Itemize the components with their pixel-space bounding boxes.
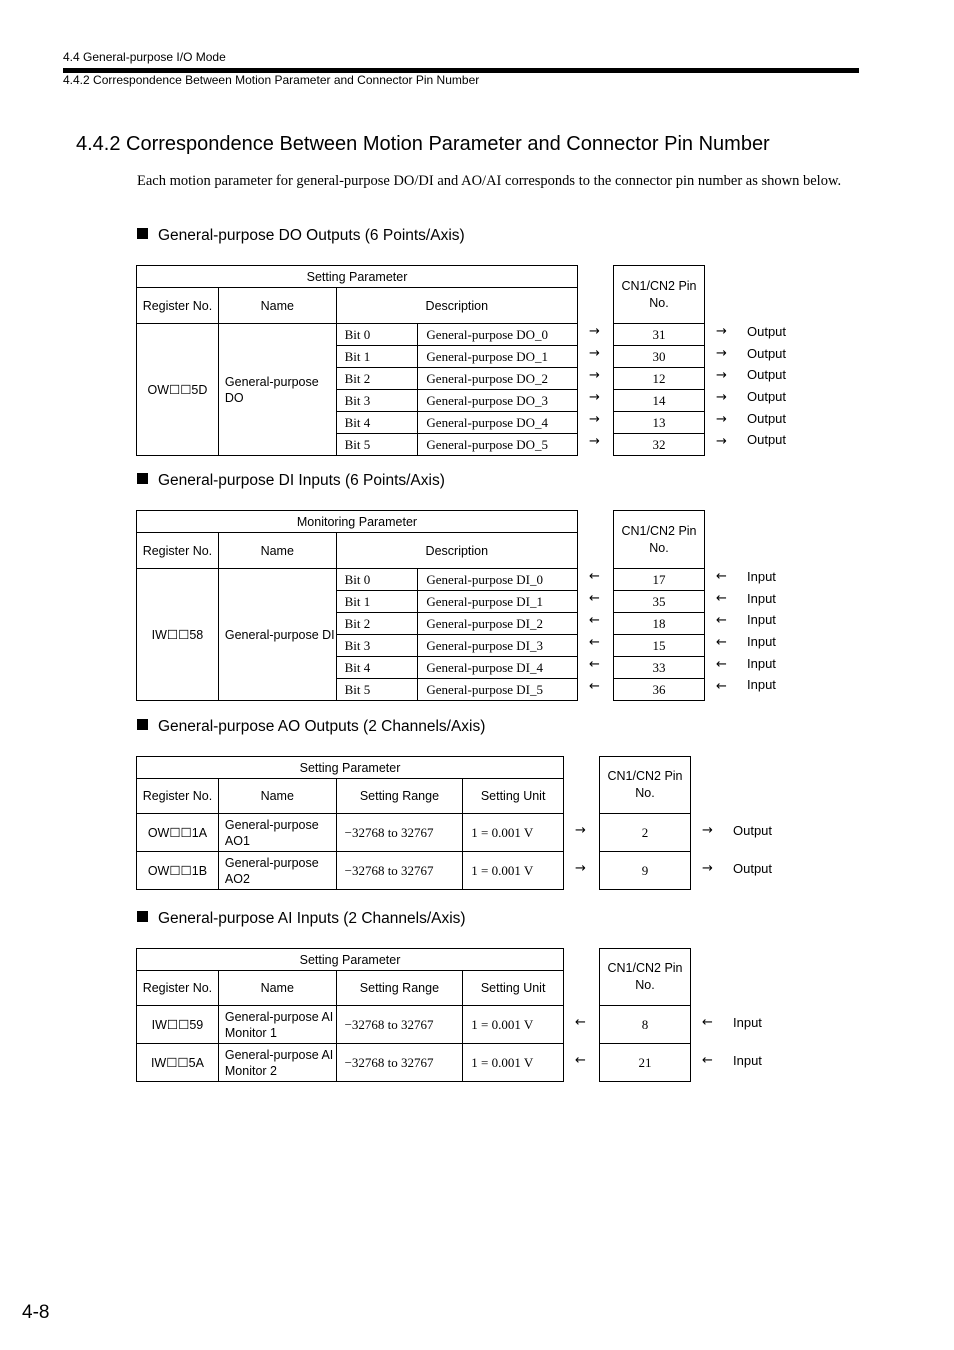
di-parameter-table (136, 510, 578, 701)
ao-pin-header: CN1/CN2 Pin No. (607, 769, 683, 800)
section-title: 4.4.2 Correspondence Between Motion Parameter and Connector Pin Number (76, 133, 770, 155)
ao-register: OW☐☐1B (137, 852, 219, 890)
left-arrow-icon: ← (702, 1015, 713, 1030)
do-heading: General-purpose DO Outputs (6 Points/Axis) (137, 227, 465, 245)
ao-col-name: Name (218, 779, 336, 814)
do-bit: Bit 3 (336, 390, 418, 412)
left-arrow-icon: ← (589, 591, 600, 606)
left-arrow-icon: ← (575, 1015, 586, 1030)
di-pin-header: CN1/CN2 Pin No. (621, 523, 697, 555)
di-bit: Bit 3 (336, 635, 418, 657)
ai-col-unit: Setting Unit (463, 971, 564, 1006)
left-arrow-icon: ← (702, 1053, 713, 1068)
di-io-label: Input (747, 612, 776, 627)
right-arrow-icon: → (589, 368, 600, 383)
left-arrow-icon: ← (716, 657, 727, 672)
right-arrow-icon: → (589, 390, 600, 405)
di-desc: General-purpose DI_3 (418, 635, 578, 657)
left-arrow-icon: ← (589, 569, 600, 584)
left-arrow-icon: ← (716, 591, 727, 606)
right-arrow-icon: → (589, 346, 600, 361)
ai-pin: 21 (600, 1044, 691, 1082)
ao-col-unit: Setting Unit (463, 779, 564, 814)
do-group-header: Setting Parameter (137, 266, 578, 288)
ao-range: −32768 to 32767 (336, 852, 463, 890)
di-pin: 17 (614, 569, 705, 591)
ai-group-header: Setting Parameter (137, 949, 564, 971)
ao-io-label: Output (733, 861, 773, 876)
do-col-register: Register No. (137, 288, 219, 324)
right-arrow-icon: → (575, 823, 586, 838)
ai-heading: General-purpose AI Inputs (2 Channels/Axis) (137, 910, 466, 928)
di-register: IW☐☐58 (137, 569, 219, 701)
ao-col-register: Register No. (137, 779, 219, 814)
do-parameter-table (136, 265, 578, 456)
left-arrow-icon: ← (589, 679, 600, 694)
ai-register: IW☐☐5A (137, 1044, 219, 1082)
page-number: 4-8 (22, 1302, 50, 1323)
di-desc: General-purpose DI_5 (418, 679, 578, 701)
bullet-square-icon (137, 911, 148, 922)
ao-unit: 1 = 0.001 V (463, 852, 564, 890)
ai-parameter-table (136, 948, 564, 1082)
do-pin: 32 (614, 434, 705, 456)
di-pin-table (613, 510, 705, 701)
di-pin: 33 (614, 657, 705, 679)
di-io-label: Input (747, 677, 776, 692)
do-pin: 12 (614, 368, 705, 390)
do-bit: Bit 5 (336, 434, 418, 456)
di-bit: Bit 2 (336, 613, 418, 635)
right-arrow-icon: → (716, 434, 727, 449)
di-group-header: Monitoring Parameter (137, 511, 578, 533)
do-desc: General-purpose DO_5 (418, 434, 578, 456)
di-pin: 36 (614, 679, 705, 701)
di-desc: General-purpose DI_1 (418, 591, 578, 613)
di-name: General-purpose DI (218, 569, 336, 701)
right-arrow-icon: → (716, 412, 727, 427)
ai-pin-header: CN1/CN2 Pin No. (607, 961, 683, 992)
right-arrow-icon: → (716, 368, 727, 383)
do-pin-table (613, 265, 705, 456)
do-desc: General-purpose DO_2 (418, 368, 578, 390)
ao-col-range: Setting Range (336, 779, 463, 814)
ai-pin: 8 (600, 1006, 691, 1044)
ao-group-header: Setting Parameter (137, 757, 564, 779)
bullet-square-icon (137, 719, 148, 730)
ai-io-label: Input (733, 1015, 762, 1030)
left-arrow-icon: ← (575, 1053, 586, 1068)
left-arrow-icon: ← (589, 635, 600, 650)
ao-range: −32768 to 32767 (336, 814, 463, 852)
di-col-register: Register No. (137, 533, 219, 569)
left-arrow-icon: ← (716, 613, 727, 628)
do-pin: 13 (614, 412, 705, 434)
left-arrow-icon: ← (589, 613, 600, 628)
do-io-label: Output (747, 367, 787, 382)
di-bit: Bit 0 (336, 569, 418, 591)
di-col-name: Name (218, 533, 336, 569)
do-bit: Bit 2 (336, 368, 418, 390)
left-arrow-icon: ← (716, 679, 727, 694)
do-io-label: Output (747, 346, 787, 361)
do-io-label: Output (747, 389, 787, 404)
ai-range: −32768 to 32767 (336, 1044, 463, 1082)
ai-col-name: Name (218, 971, 336, 1006)
intro-paragraph: Each motion parameter for general-purpose DO/DI and AO/AI corresponds to the connector pin number as shown below. (137, 173, 842, 189)
right-arrow-icon: → (716, 390, 727, 405)
ai-unit: 1 = 0.001 V (463, 1006, 564, 1044)
do-register: OW☐☐5D (137, 324, 219, 456)
right-arrow-icon: → (589, 434, 600, 449)
bullet-square-icon (137, 228, 148, 239)
ao-name: General-purpose AO1 (218, 814, 336, 852)
ao-parameter-table (136, 756, 564, 890)
di-col-description: Description (336, 533, 577, 569)
di-io-label: Input (747, 569, 776, 584)
right-arrow-icon: → (589, 412, 600, 427)
do-col-name: Name (218, 288, 336, 324)
do-io-label: Output (747, 432, 787, 447)
di-pin: 15 (614, 635, 705, 657)
right-arrow-icon: → (589, 324, 600, 339)
ao-pin: 9 (600, 852, 691, 890)
do-bit: Bit 4 (336, 412, 418, 434)
di-io-label: Input (747, 591, 776, 606)
running-header-section: 4.4 General-purpose I/O Mode (63, 50, 226, 64)
left-arrow-icon: ← (716, 569, 727, 584)
ai-name: General-purpose AI Monitor 2 (218, 1044, 336, 1082)
do-pin-header: CN1/CN2 Pin No. (621, 278, 697, 310)
ai-name: General-purpose AI Monitor 1 (218, 1006, 336, 1044)
ao-unit: 1 = 0.001 V (463, 814, 564, 852)
di-bit: Bit 1 (336, 591, 418, 613)
do-col-description: Description (336, 288, 577, 324)
ao-name: General-purpose AO2 (218, 852, 336, 890)
do-desc: General-purpose DO_0 (418, 324, 578, 346)
ai-io-label: Input (733, 1053, 762, 1068)
running-header-subsection: 4.4.2 Correspondence Between Motion Parameter and Connector Pin Number (63, 73, 480, 87)
ao-register: OW☐☐1A (137, 814, 219, 852)
do-io-label: Output (747, 411, 787, 426)
right-arrow-icon: → (716, 324, 727, 339)
di-desc: General-purpose DI_0 (418, 569, 578, 591)
left-arrow-icon: ← (716, 635, 727, 650)
di-pin: 18 (614, 613, 705, 635)
ao-pin-table (599, 756, 691, 890)
ai-col-register: Register No. (137, 971, 219, 1006)
di-io-label: Input (747, 634, 776, 649)
ai-register: IW☐☐59 (137, 1006, 219, 1044)
do-pin: 31 (614, 324, 705, 346)
left-arrow-icon: ← (589, 657, 600, 672)
ao-io-label: Output (733, 823, 773, 838)
do-desc: General-purpose DO_4 (418, 412, 578, 434)
di-io-label: Input (747, 656, 776, 671)
do-name: General-purpose DO (218, 324, 336, 456)
do-pin: 14 (614, 390, 705, 412)
right-arrow-icon: → (575, 861, 586, 876)
di-bit: Bit 4 (336, 657, 418, 679)
di-bit: Bit 5 (336, 679, 418, 701)
bullet-square-icon (137, 473, 148, 484)
do-pin: 30 (614, 346, 705, 368)
di-pin: 35 (614, 591, 705, 613)
di-desc: General-purpose DI_4 (418, 657, 578, 679)
ai-unit: 1 = 0.001 V (463, 1044, 564, 1082)
do-bit: Bit 0 (336, 324, 418, 346)
do-desc: General-purpose DO_1 (418, 346, 578, 368)
ai-pin-table (599, 948, 691, 1082)
ao-heading: General-purpose AO Outputs (2 Channels/Axis) (137, 718, 485, 736)
do-bit: Bit 1 (336, 346, 418, 368)
ai-col-range: Setting Range (336, 971, 463, 1006)
right-arrow-icon: → (702, 861, 713, 876)
ao-pin: 2 (600, 814, 691, 852)
right-arrow-icon: → (716, 346, 727, 361)
di-desc: General-purpose DI_2 (418, 613, 578, 635)
ai-range: −32768 to 32767 (336, 1006, 463, 1044)
do-desc: General-purpose DO_3 (418, 390, 578, 412)
di-heading: General-purpose DI Inputs (6 Points/Axis) (137, 472, 445, 490)
do-io-label: Output (747, 324, 787, 339)
right-arrow-icon: → (702, 823, 713, 838)
